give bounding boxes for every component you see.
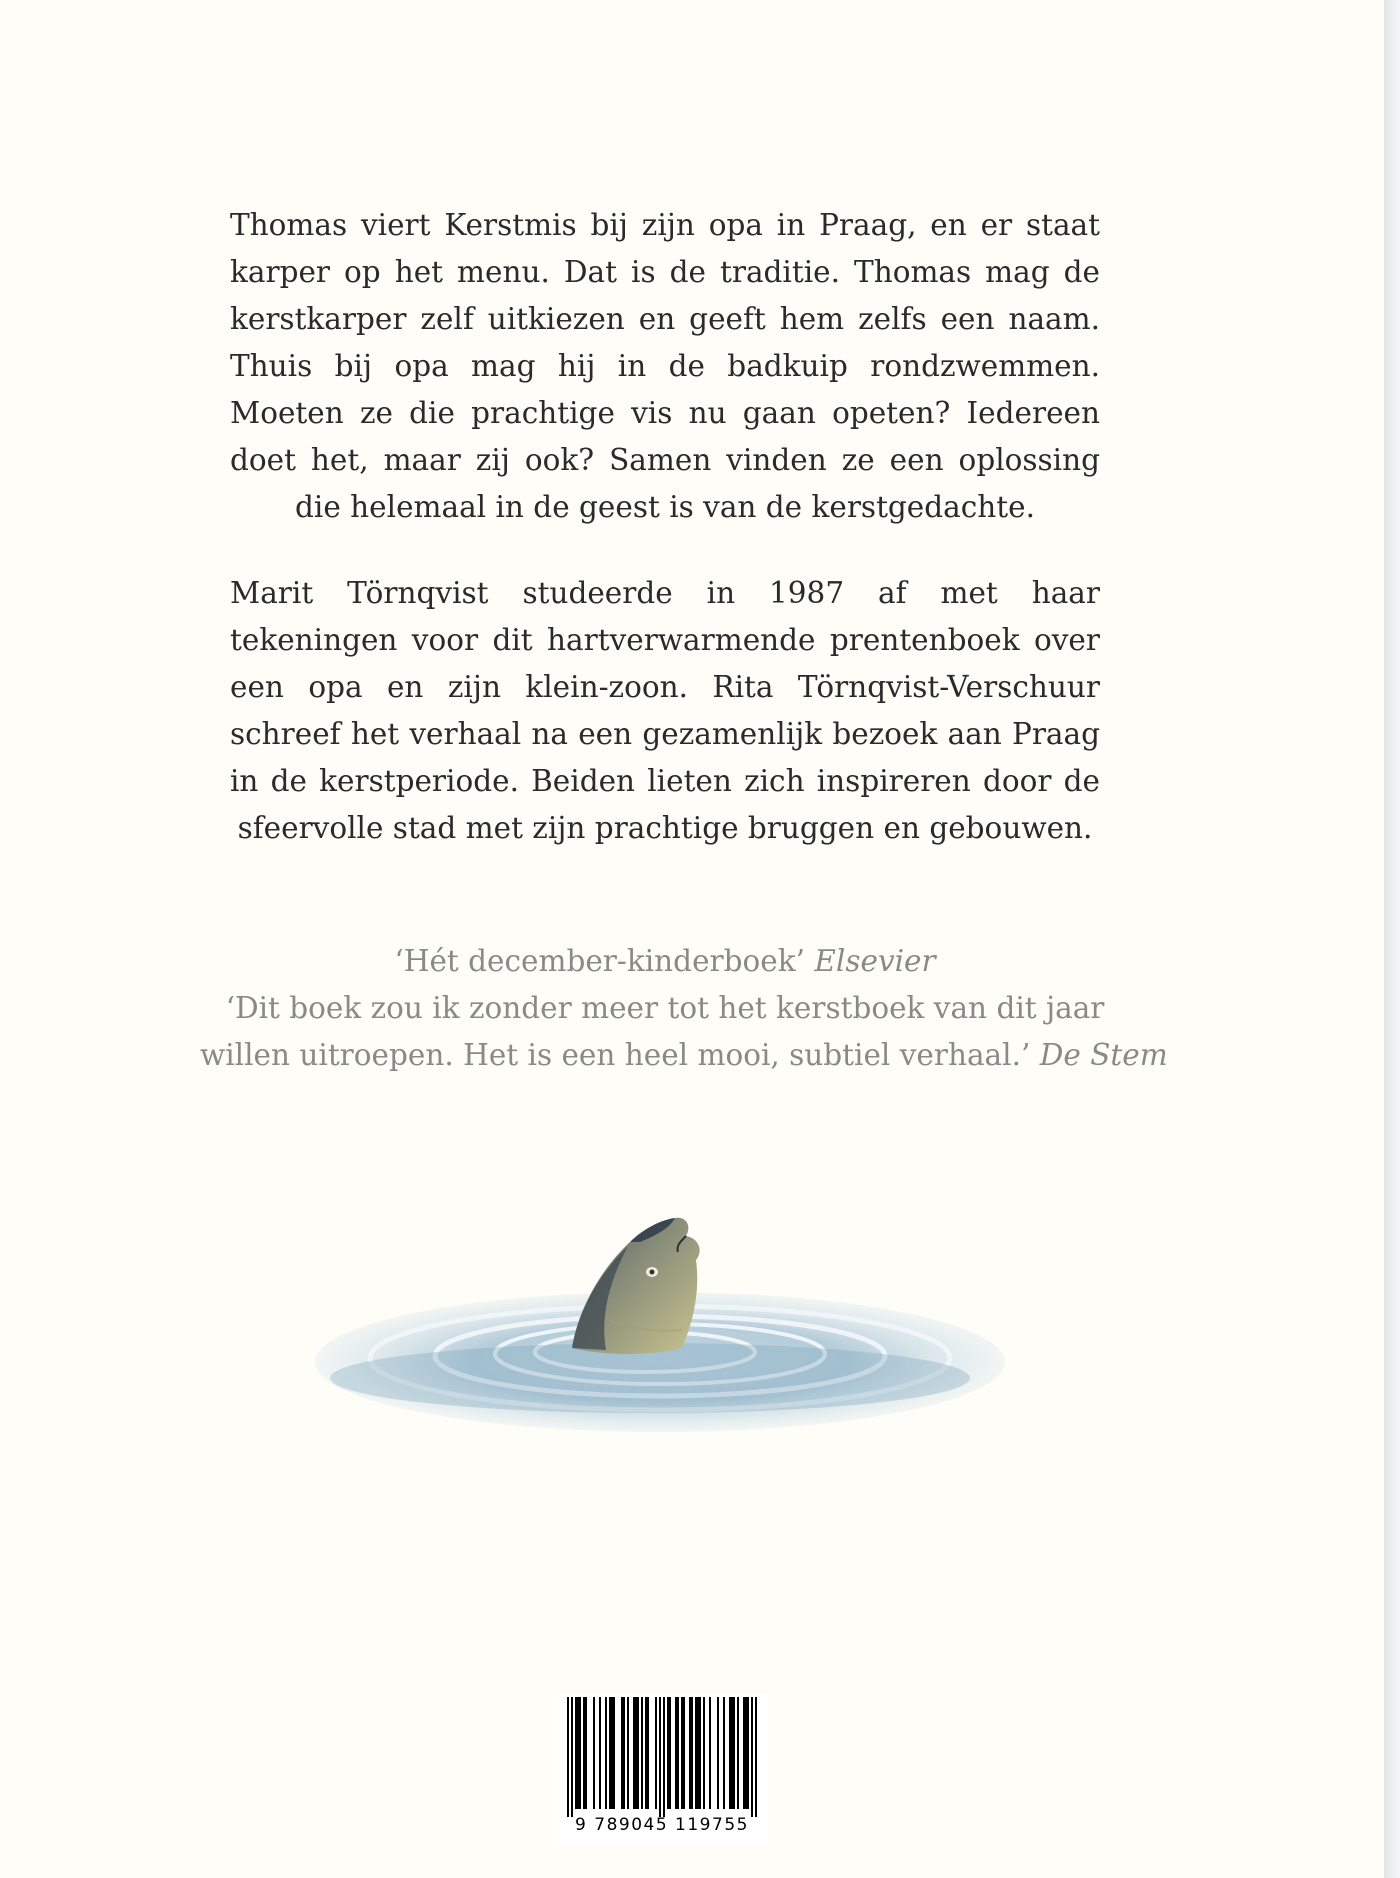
barcode-bar xyxy=(611,1697,613,1809)
barcode-bar xyxy=(605,1697,607,1809)
barcode-bar xyxy=(599,1697,601,1809)
barcode-bar xyxy=(723,1697,725,1809)
review-1-source: Elsevier xyxy=(814,944,936,978)
barcode-bar xyxy=(579,1697,581,1809)
barcode-bar xyxy=(745,1697,747,1809)
barcode-bar xyxy=(733,1697,735,1809)
review-2 xyxy=(200,1032,1168,1079)
barcode-bar xyxy=(681,1697,683,1809)
barcode-bar xyxy=(755,1697,757,1817)
barcode-bar xyxy=(699,1697,701,1809)
barcode-bar xyxy=(575,1697,577,1809)
isbn-barcode xyxy=(556,1695,768,1845)
barcode-bar xyxy=(683,1697,685,1809)
review-1-quote: ‘Hét december-kinderboek’ xyxy=(394,944,805,978)
review-2-quote-line-2: willen uitroepen. Het is een heel mooi, subtiel verhaal.’ xyxy=(200,1038,1031,1072)
barcode-bar xyxy=(747,1697,749,1809)
barcode-bar xyxy=(655,1697,657,1809)
review-2-source: De Stem xyxy=(1039,1038,1168,1072)
barcode-bars xyxy=(556,1695,768,1817)
fish-in-water-illustration xyxy=(310,1180,1010,1480)
barcode-bar xyxy=(709,1697,711,1809)
review-2-quote-line-1: ‘Dit boek zou ik zonder meer tot het kerstboek van dit jaar xyxy=(225,991,1105,1025)
barcode-bar xyxy=(633,1697,635,1809)
barcode-bar xyxy=(577,1697,579,1809)
page-edge xyxy=(1384,0,1400,1878)
review-1 xyxy=(200,938,1130,985)
barcode-bar xyxy=(667,1697,669,1809)
barcode-bar xyxy=(623,1697,625,1809)
barcode-bar xyxy=(731,1697,733,1809)
review-quotes xyxy=(200,938,1168,1079)
barcode-bar xyxy=(645,1697,647,1809)
barcode-bar xyxy=(717,1697,719,1809)
barcode-bar xyxy=(669,1697,671,1809)
barcode-bar xyxy=(647,1697,649,1809)
barcode-bar xyxy=(609,1697,611,1809)
fish-head xyxy=(572,1218,700,1354)
barcode-bar xyxy=(743,1697,745,1809)
barcode-bar xyxy=(697,1697,699,1809)
barcode-bar xyxy=(571,1697,573,1817)
barcode-bar xyxy=(641,1697,643,1809)
barcode-bar xyxy=(695,1697,697,1809)
blurb-paragraph-1: Thomas viert Kerstmis bij zijn opa in Praag, en er staat karper op het menu. Dat is de traditie. Thomas mag de kerstkarper zelf uitkiezen en geeft hem zelfs een naam. Thuis bij opa mag hij in de badkuip rondzwemmen. Moeten ze die prachtige vis nu gaan opeten? Iedereen doet het, maar zij ook? Samen vinden ze een oplossing die helemaal in de geest is van de kerstgedachte. xyxy=(230,208,1100,524)
blurb-paragraph-2: Marit Törnqvist studeerde in 1987 af met haar tekeningen voor dit hartverwarmende prentenboek over een opa en zijn klein-zoon. Rita Törnqvist-Verschuur schreef het verhaal na een gezamenlijk bezoek aan Praag in de kerstperiode. Beiden lieten zich inspireren door de sfeervolle stad met zijn prachtige bruggen en gebouwen. xyxy=(230,576,1100,845)
barcode-bar xyxy=(637,1697,639,1809)
barcode-bar xyxy=(663,1697,665,1817)
barcode-bar xyxy=(585,1697,587,1809)
barcode-bar xyxy=(751,1697,753,1817)
barcode-bar xyxy=(729,1697,731,1809)
barcode-bar xyxy=(675,1697,677,1809)
barcode-bar xyxy=(659,1697,661,1817)
barcode-bar xyxy=(583,1697,585,1809)
barcode-bar xyxy=(635,1697,637,1809)
isbn-digits: 9 789045 119755 xyxy=(575,1815,749,1835)
barcode-bar xyxy=(691,1697,693,1809)
barcode-bar xyxy=(703,1697,705,1809)
barcode-bar xyxy=(593,1697,595,1809)
barcode-bar xyxy=(737,1697,739,1809)
barcode-bar xyxy=(567,1697,569,1817)
barcode-bar xyxy=(627,1697,629,1809)
barcode-bar xyxy=(689,1697,691,1809)
barcode-bar xyxy=(677,1697,679,1809)
barcode-bar xyxy=(613,1697,615,1809)
barcode-bar xyxy=(621,1697,623,1809)
